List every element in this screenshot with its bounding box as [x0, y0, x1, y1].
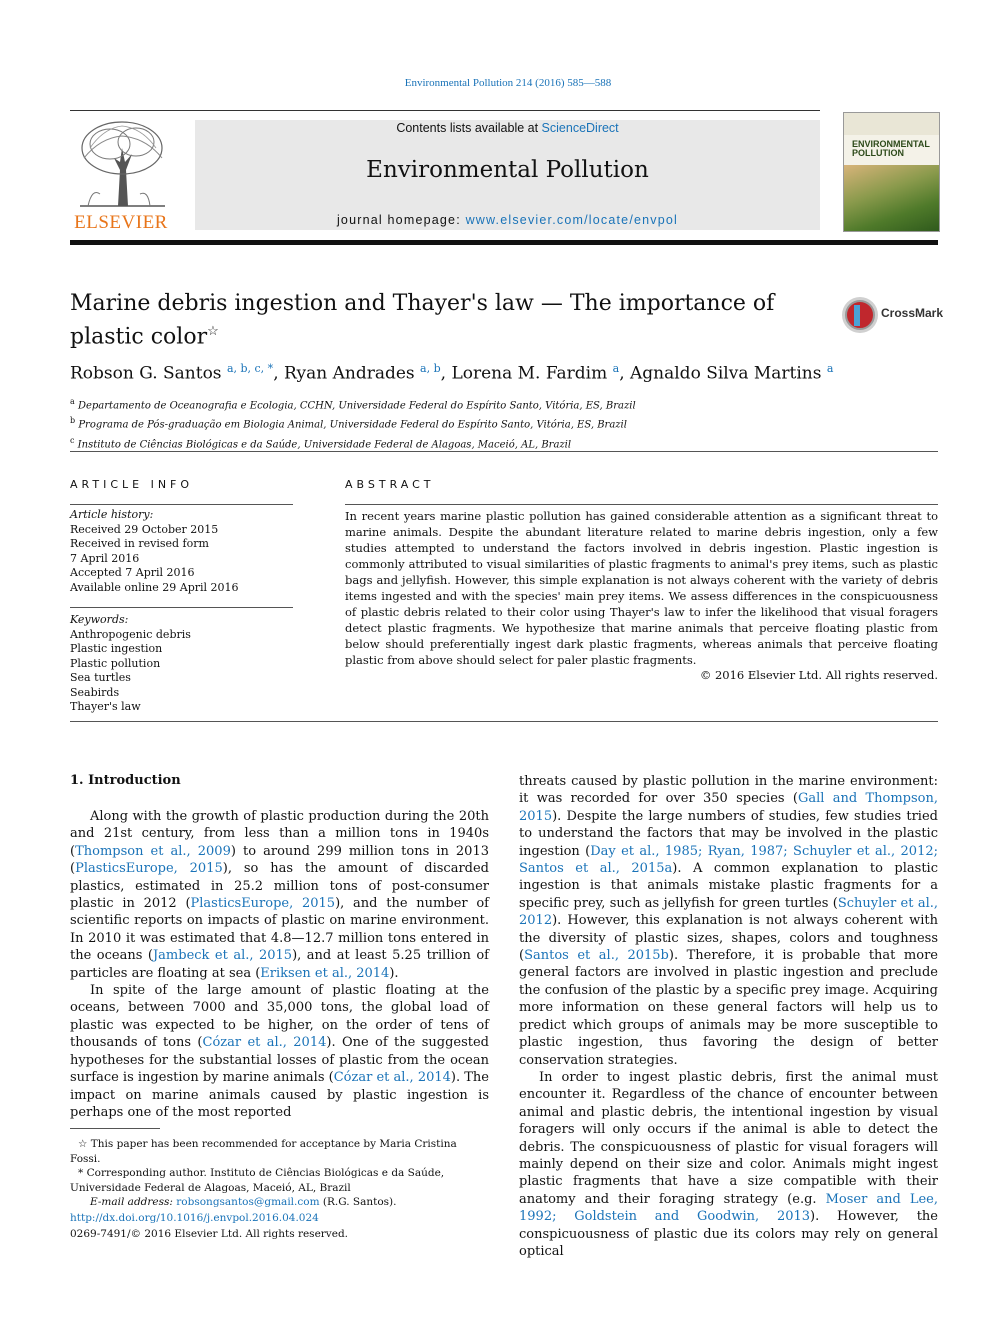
doi-link[interactable]: http://dx.doi.org/10.1016/j.envpol.2016.04.024 [70, 1212, 319, 1224]
keywords [70, 613, 293, 715]
paragraph-text: ), and the number of scientific reports on impacts of plastic on marine environment. In 2010 it was estimated that 4.8—12.7 million tons entered in the oceans ( [70, 896, 489, 964]
keywords-label: Keywords: [70, 613, 129, 626]
crossmark-label: CrossMark [881, 306, 944, 320]
history-item: Received 29 October 2015 [70, 522, 219, 536]
affiliation [70, 433, 930, 452]
footnote-email [70, 1195, 490, 1210]
author-name[interactable]: Agnaldo Silva Martins [630, 363, 822, 384]
footnote-rule [70, 1128, 160, 1129]
citation-link[interactable]: PlasticsEurope, 2015 [190, 896, 336, 912]
contents-prefix: Contents lists available at [396, 121, 542, 135]
article-title [70, 290, 830, 351]
article-info-heading: ARTICLE INFO [70, 478, 194, 491]
footnote-corresponding [70, 1166, 490, 1195]
sciencedirect-link[interactable]: ScienceDirect [541, 121, 619, 135]
article-history [70, 508, 293, 595]
journal-cover[interactable] [843, 112, 940, 232]
abstract-rule [345, 504, 938, 505]
tree-icon [70, 118, 172, 210]
body-column-right [519, 773, 938, 1260]
paragraph-text: ). One of the suggested hypotheses for the substantial losses of plastic from the ocean surface is ingestion by marine animals ( [70, 1035, 489, 1086]
footnote-mark-asterisk: * [78, 1167, 84, 1179]
keyword: Plastic ingestion [70, 642, 163, 655]
abstract-heading: ABSTRACT [345, 478, 435, 491]
keyword: Sea turtles [70, 671, 131, 684]
affiliation-text: Departamento de Oceanografia e Ecologia, CCHN, Universidade Federal do Espírito Santo, Vitória, ES, Brazil [77, 400, 636, 412]
journal-citation[interactable]: Environmental Pollution 214 (2016) 585—588 [404, 77, 612, 89]
history-item: Available online 29 April 2016 [70, 580, 239, 594]
paragraph-text: ). However, the conspicuousness of plastic due its colors may rely on general optical [519, 1209, 939, 1259]
history-item: 7 April 2016 [70, 551, 140, 565]
body-column-left [70, 808, 489, 1121]
paragraph-text: ). However, this explanation is not always coherent with the diversity of plastic sizes, shapes, colors and toughness ( [519, 913, 938, 964]
paragraph-text: ). Therefore, it is probable that more general factors are involved in plastic ingestion and preclude the confusion of the plastic by a specific prey image. Acquiring more information on these general factors will help us to predict which groups of animals may be more susceptible to plastic ingestion, thus favoring the design of better conservation strategies. [519, 948, 938, 1068]
author-list: Robson G. Santos $^{a, b, c, *}$, Ryan Andrades $^{a, b}$, Lorena M. Fardim $^a$, Agnaldo Silva Martins $^a$ [70, 362, 834, 384]
paragraph [70, 808, 489, 982]
footnotes [70, 1137, 490, 1210]
author-affil-marks[interactable]: a [826, 362, 834, 375]
author-name[interactable]: Robson G. Santos [70, 363, 222, 384]
affiliations-rule [70, 451, 938, 452]
article-title-text: Marine debris ingestion and Thayer's law — The importance of plastic color [70, 291, 775, 350]
footnote-text: This paper has been recommended for acceptance by Maria Cristina Fossi. [70, 1138, 457, 1165]
citation-link[interactable]: Cózar et al., 2014 [202, 1035, 327, 1051]
affiliation-key: c [70, 435, 75, 445]
email-suffix: (R.G. Santos). [322, 1196, 397, 1208]
paragraph-text: ). [389, 965, 399, 981]
doi-block [70, 1210, 490, 1242]
header-thick-rule [70, 240, 938, 245]
citation-link[interactable]: Gall and Thompson, 2015 [519, 791, 939, 824]
paragraph [519, 773, 938, 1069]
citation-link[interactable]: Jambeck et al., 2015 [152, 948, 293, 964]
citation-link[interactable]: Schuyler et al., 2012 [519, 895, 938, 929]
footnote-text: Corresponding author. Instituto de Ciências Biológicas e da Saúde, Universidade Federal de Alagoas, Maceió, AL, Brazil [70, 1167, 445, 1194]
keyword: Thayer's law [70, 700, 141, 713]
paragraph-text: ). A common explanation to plastic ingestion is that animals mistake plastic fragments for a specific prey, such as jellyfish for green turtles ( [519, 861, 938, 911]
affiliation [70, 413, 930, 432]
title-footnote-mark[interactable]: ☆ [207, 324, 219, 339]
crossmark-icon [841, 296, 879, 334]
journal-homepage [195, 213, 820, 227]
footnote-recommendation [70, 1137, 490, 1166]
citation-link[interactable]: Cózar et al., 2014 [333, 1070, 451, 1086]
section-heading-introduction: 1. Introduction [70, 773, 181, 788]
author-affil-marks[interactable]: a [612, 362, 620, 375]
cover-image [844, 165, 939, 231]
email-label: E-mail address: [90, 1196, 173, 1208]
citation-link[interactable]: Santos et al., 2015b [524, 948, 669, 964]
paragraph-text: ), and at least 5.25 trillion of particles are floating at sea ( [70, 948, 489, 981]
homepage-prefix: journal homepage: [336, 213, 466, 227]
homepage-link[interactable]: www.elsevier.com/locate/envpol [465, 213, 679, 227]
citation-link[interactable]: Thompson et al., 2009 [75, 843, 231, 859]
paragraph [519, 1069, 938, 1260]
author-affil-marks[interactable]: a, b, c, * [226, 362, 274, 375]
article-info-rule [70, 504, 293, 505]
elsevier-wordmark: ELSEVIER [74, 212, 168, 233]
affiliations [70, 394, 930, 452]
history-item: Received in revised form [70, 537, 209, 550]
affiliation-text: Programa de Pós-graduação em Biologia Animal, Universidade Federal do Espírito Santo, Vitória, ES, Brazil [78, 419, 627, 431]
keyword: Seabirds [70, 685, 120, 699]
contents-line [195, 121, 820, 135]
author-name[interactable]: Ryan Andrades [284, 363, 415, 384]
paragraph-text: ). The impact on marine animals caused by plastic ingestion is perhaps one of the most reported [70, 1070, 489, 1120]
citation-link[interactable]: Eriksen et al., 2014 [260, 965, 390, 981]
cover-top-band [844, 113, 939, 135]
affiliation-key: b [70, 416, 76, 426]
abstract-bottom-rule [70, 721, 938, 722]
paragraph-text: In spite of the large amount of plastic floating at the oceans, between 7000 and 35,000 tons, the global load of plastic was expected to be higher, on the order of tens of thousands of tons ( [70, 983, 489, 1051]
cover-title: ENVIRONMENTAL POLLUTION [852, 139, 930, 158]
abstract-copyright: © 2016 Elsevier Ltd. All rights reserved. [699, 668, 938, 682]
issn-copyright: 0269-7491/© 2016 Elsevier Ltd. All rights reserved. [70, 1228, 349, 1240]
paragraph-text: ), so has the amount of discarded plastics, estimated in 25.2 million tons of post-consumer plastic in 2012 ( [70, 861, 489, 912]
paragraph-text: threats caused by plastic pollution in the marine environment: it was recorded for over 350 species ( [519, 774, 938, 807]
paragraph-text: ) to around 299 million tons in 2013 ( [70, 843, 489, 877]
paragraph-text: In order to ingest plastic debris, first the animal must encounter it. Regardless of the chance of encounter between animal and plastic debris, the intentional ingestion by visual foragers will only occurs if the animal is able to detect the debris. The conspicuousness of plastic for visual foragers will mainly depend on their size and color. Animals might ingest plastic fragments that have a size compatible with their anatomy and their foraging strategy (e.g. [519, 1069, 938, 1207]
history-label: Article history: [70, 508, 154, 521]
journal-name: Environmental Pollution [366, 157, 649, 183]
paragraph [70, 982, 489, 1121]
email-link[interactable]: robsongsantos@gmail.com [176, 1196, 320, 1208]
keywords-rule [70, 607, 293, 608]
citation-link[interactable]: PlasticsEurope, 2015 [75, 861, 223, 877]
abstract-text: In recent years marine plastic pollution has gained considerable attention as a significant threat to marine animals. Despite the abundant literature related to marine debris ingestion, only a few studies attempted to understand the factors involved in debris ingestion. Plastic ingestion is commonly attributed to visual similarities of plastic fragments to animal's prey items, such as plastic bags and jellyfish. However, this simple explanation is not always coherent with the variety of debris items ingested and with the species' main prey items. We assess differences in the conspicuousness of plastic debris related to their color using Thayer's law to infer the likelihood that visual foragers detect plastic fragments. We hypothesize that marine animals that perceive floating plastic from below should preferentially ingest dark plastic fragments, whereas animals that perceive floating plastic from above should select for paler plastic fragments. [345, 509, 938, 667]
affiliation-key: a [70, 397, 75, 406]
footnote-mark-star: ☆ [78, 1138, 88, 1150]
citation-link[interactable]: Moser and Lee, 1992; Goldstein and Goodwin, 2013 [519, 1191, 938, 1225]
paragraph-text: ). Despite the large numbers of studies, few studies tried to understand the factors that may be involved in the plastic ingestion ( [519, 808, 938, 859]
keyword: Anthropogenic debris [70, 627, 191, 641]
history-item: Accepted 7 April 2016 [70, 566, 195, 579]
keyword: Plastic pollution [70, 656, 161, 670]
author-name[interactable]: Lorena M. Fardim [451, 363, 608, 384]
affiliation [70, 394, 930, 413]
citation-link[interactable]: Day et al., 1985; Ryan, 1987; Schuyler et al., 2012; Santos et al., 2015a [519, 843, 938, 877]
header-rule [70, 110, 820, 111]
crossmark-badge[interactable] [841, 296, 944, 332]
paragraph-text: Along with the growth of plastic production during the 20th and 21st century, from less than a million tons in 1940s ( [70, 809, 489, 859]
author-affil-marks[interactable]: a, b [420, 362, 441, 375]
elsevier-logo[interactable] [70, 118, 172, 234]
affiliation-text: Instituto de Ciências Biológicas e da Saúde, Universidade Federal de Alagoas, Maceió, AL, Brazil [77, 438, 572, 450]
